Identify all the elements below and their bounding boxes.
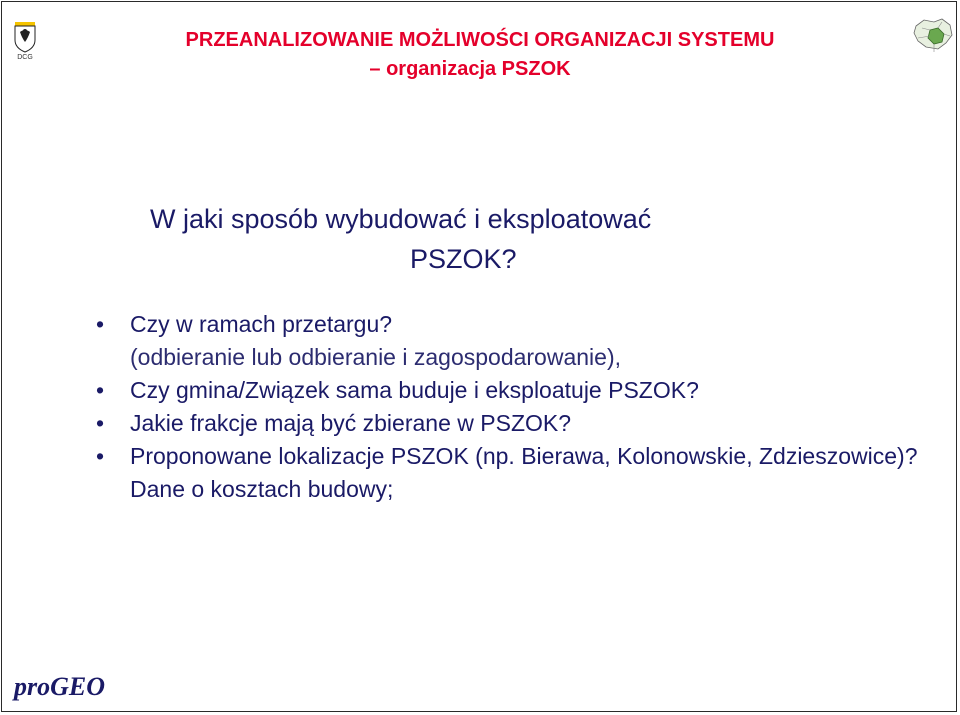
bullet-dot-icon: • — [96, 443, 105, 469]
question-line2: PSZOK? — [410, 244, 517, 274]
list-item — [96, 440, 936, 506]
bullet-subtext: (odbieranie lub odbieranie i zagospodarowanie), — [130, 344, 621, 370]
bullet-dot-icon: • — [96, 311, 105, 337]
list-item — [96, 407, 936, 440]
bullet-dot-icon: • — [96, 410, 105, 436]
bullet-list — [96, 308, 936, 506]
progeo-brand-logo: proGEO — [14, 672, 106, 701]
slide-title-line2: – organizacja PSZOK — [369, 58, 571, 80]
list-item — [96, 374, 936, 407]
question-line1: W jaki sposób wybudować i eksploatować — [150, 204, 652, 234]
bullet-text: Proponowane lokalizacje PSZOK (np. Bierawa, Kolonowskie, Zdzieszowice)? Dane o kosztach budowy; — [130, 443, 918, 502]
logo-caption: DCG — [17, 54, 33, 61]
bullet-text: Jakie frakcje mają być zbierane w PSZOK? — [130, 410, 572, 436]
list-item — [96, 308, 936, 341]
bullet-dot-icon: • — [96, 377, 105, 403]
bullet-text: Czy gmina/Związek sama buduje i eksploatuje PSZOK? — [130, 377, 699, 403]
slide-title-line1: PRZEANALIZOWANIE MOŻLIWOŚCI ORGANIZACJI SYSTEMU — [185, 29, 775, 51]
bullet-text: Czy w ramach przetargu? — [130, 311, 393, 337]
